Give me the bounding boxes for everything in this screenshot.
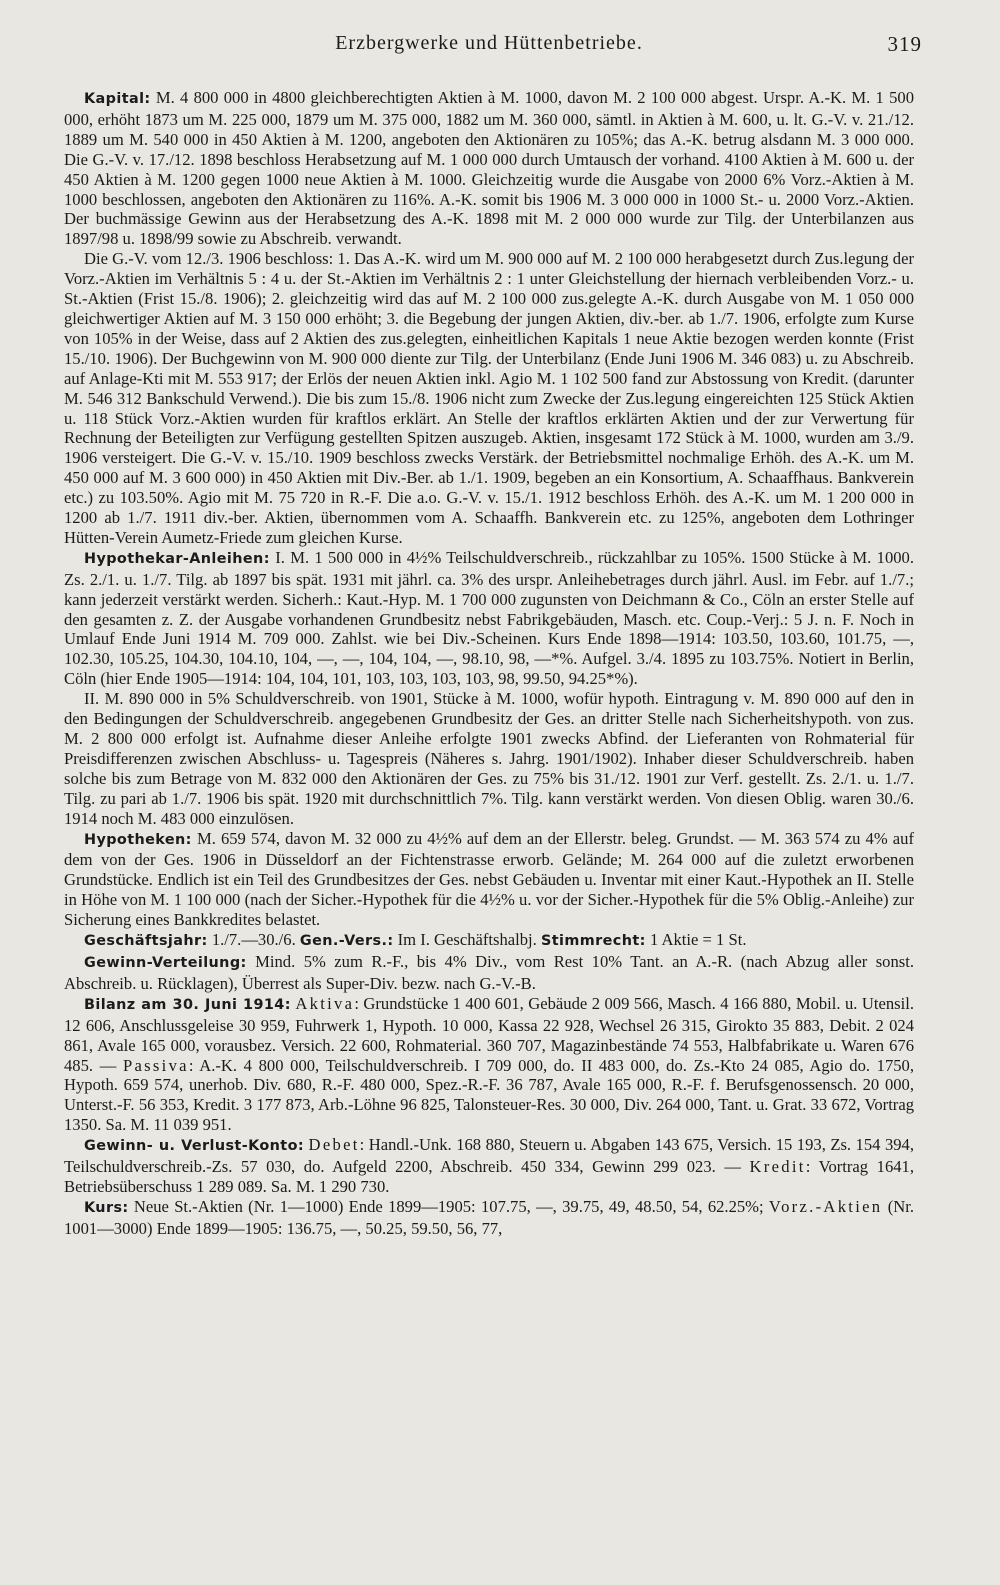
gewinn-verteilung-label: Gewinn-Verteilung:	[84, 954, 247, 971]
kapital-text: M. 4 800 000 in 4800 gleichberechtigten Aktien à M. 1000, davon M. 2 100 000 abgest. Urspr. A.-K. M. 1 500 000, erhöht 1873 um M. 225 000, 1879 um M. 375 000, 1882 um M. 360 000, sämtl. in Aktien à M. 600, u. lt. G.-V. v. 21./12. 1889 um M. 540 000 in 450 Aktien à M. 1200, angeboten den Aktionären zu 105%; das A.-K. betrug alsdann M. 3 000 000. Die G.-V. v. 17./12. 1898 beschloss Herabsetzung auf M. 1 000 000 durch Umtausch der vorhand. 4100 Aktien à M. 600 u. der 450 Aktien à M. 1200 gegen 1000 neue Aktien à M. 1000. Gleichzeitig wurde die Ausgabe von 2000 6% Vorz.-Aktien à M. 1000 beschlossen, angeboten den Aktionären zu 116%. A.-K. somit bis 1906 M. 3 000 000 in 1000 St.- u. 2000 Vorz.-Aktien. Der buchmässige Gewinn aus der Herabsetzung des A.-K. 1898 mit M. 2 000 000 wurde zur Tilg. der Unterbilanzen aus 1897/98 u. 1898/99 sowie zu Abschreib. verwandt.	[64, 88, 915, 249]
hypothekar-anleihen-section	[64, 548, 914, 689]
gewinn-verteilung-text: Mind. 5% zum R.-F., bis 4% Div., vom Rest 10% Tant. an A.-R. (nach Abzug aller sonst. Abschreib. u. Rücklagen), Überrest als Super-Div. bezw. nach G.-V.-B.	[64, 951, 914, 993]
passiva-word: Passiva	[122, 1055, 189, 1075]
hypotheken-text: M. 659 574, davon M. 32 000 zu 4½% auf dem an der Ellerstr. beleg. Grundst. — M. 363 574 zu 4% auf dem von der Ges. 1906 in Düsseldorf an der Fichtenstrasse erworb. Gelände; M. 264 000 auf die zuletzt erworbenen Grundstücke. Endlich ist ein Teil des Grundbesitzes der Ges. nebst Gebäuden u. Inventar mit einer Kaut.-Hypothek an II. Stelle in Höhe von M. 1 100 000 (nach der Sicher.-Hypothek für die 4½% u. vor der Sicher.-Hypothek für die 5% Oblig.-Anleihe) zur Sicherung eines Bankkredites belastet.	[64, 828, 914, 930]
kapital-section	[64, 88, 914, 249]
geschaeftsjahr-text: 1./7.—30./6.	[211, 930, 296, 950]
kapital-label: Kapital:	[84, 91, 151, 107]
debet-text: : Handl.-Unk. 168 880, Steuern u. Abgaben 143 675, Versich. 15 193, Zs. 154 394, Teilschuldverschreib.-Zs. 57 030, do. Aufgeld 2200, Abschreib. 450 334, Gewinn 299 023. —	[64, 1135, 914, 1177]
kurs-text: Neue St.-Aktien (Nr. 1—1000) Ende 1899—1905: 107.75, —, 39.75, 49, 48.50, 54, 62.25%;	[133, 1196, 764, 1216]
vorz-aktien-word: Vorz.-Aktien	[768, 1196, 883, 1216]
passiva-text: : A.-K. 4 800 000, Teilschuldverschreib. I 709 000, do. II 483 000, do. Zs.-Kto 24 085, Agio do. 1750, Hypoth. 659 574, unerhob. Div. 680, R.-F. 480 000, Spez.-R.-F. 36 787, Avale 165 000, R.-F. f. Berufsgenossensch. 20 000, Unterst.-F. 56 353, Kredit. 3 177 873, Arb.-Löhne 96 825, Talonsteuer-Res. 30 000, Div. 264 000, Tant. u. Grat. 33 672, Vortrag 1350. Sa. M. 11 039 951.	[64, 1055, 915, 1135]
running-header	[64, 26, 922, 70]
kredit-text: : Vortrag 1641, Betriebsüberschuss 1 289 089. Sa. M. 1 290 730.	[64, 1157, 914, 1196]
bilanz-label: Bilanz am 30. Juni 1914:	[84, 996, 291, 1013]
geschaeftsjahr-section	[64, 930, 914, 952]
bilanz-section	[64, 994, 914, 1135]
kredit-word: Kredit	[749, 1157, 806, 1177]
body-text	[64, 88, 914, 1239]
geschaeftsjahr-label: Geschäftsjahr:	[84, 933, 208, 950]
hypothekar-anleihen-text-2: II. M. 890 000 in 5% Schuldverschreib. von 1901, Stücke à M. 1000, wofür hypoth. Eintragung v. M. 890 000 auf den in den Bedingungen der Schuldverschreib. angegebenen Grundbesitz der Ges. an dritter Stelle nach Sicherheitshypoth. von zus. M. 2 800 000 erfolgt ist. Aufnahme dieser Anleihe erfolgte 1901 zwecks Abfind. der Lieferanten von Rohmaterial für Preisdifferenzen zwischen Abschluss- u. Tagespreis (Näheres s. Jahrg. 1901/1902). Inhaber dieser Schuldverschreib. haben solche bis zum Betrage von M. 832 000 den Aktionären der Ges. zu 75% bis 31./12. 1901 zur Verf. gestellt. Zs. 2./1. u. 1./7. Tilg. zu pari ab 1./7. 1906 bis spät. 1920 mit durchschnittlich 7%. Tilg. kann verstärkt werden. Von diesen Oblig. waren 30./6. 1914 noch M. 483 000 einzulösen.	[64, 689, 914, 828]
kurs-label: Kurs:	[84, 1199, 129, 1216]
kapital-text-2: Die G.-V. vom 12./3. 1906 beschloss: 1. Das A.-K. wird um M. 900 000 auf M. 2 100 000 herabgesetzt durch Zus.legung der Vorz.-Aktien im Verhältnis 5 : 4 u. der St.-Aktien im Verhältnis 2 : 1 unter Gleichstellung der hiernach verbleibenden Vorz.- u. St.-Aktien (Frist 15./8. 1906); 2. gleichzeitig wird das auf M. 2 100 000 zus.gelegte A.-K. durch Ausgabe von M. 1 050 000 gleichwertiger Aktien auf M. 3 150 000 erhöht; 3. die Begebung der jungen Aktien, div.-ber. ab 1./7. 1906, erfolgte zum Kurse von 105% in der Weise, dass auf 2 Aktien des zus.gelegten, einheitlichen Kapitals 1 neue Aktie bezogen werden konnte (Frist 15./10. 1906). Der Buchgewinn von M. 900 000 diente zur Tilg. der Unterbilanz (Ende Juni 1906 M. 346 083) u. zu Abschreib. auf Anlage-Kti mit M. 553 917; der Erlös der neuen Aktien inkl. Agio M. 1 102 500 fand zur Abstossung von Kredit. (darunter M. 546 312 Bankschuld Verwend.). Die bis zum 15./8. 1906 nicht zum Zwecke der Zus.legung eingereichten 125 Stück Aktien u. 118 Stück Vorz.-Aktien wurden für kraftlos erklärt. An Stelle der kraftlos erklärten Aktien und der zur Verwertung für Rechnung der Beteiligten zur Verfügung gestellten Spitzen auszugeb. Aktien, insgesamt 172 Stück à M. 1000, wurden am 3./9. 1906 versteigert. Die G.-V. v. 15./10. 1909 beschloss zwecks Verstärk. der Betriebsmittel nochmalige Erhöh. des A.-K. um M. 450 000 auf M. 3 600 000) in 450 Aktien mit Div.-Ber. ab 1./1. 1909, begeben an ein Konsortium, A. Schaaffhaus. Bankverein etc.) zu 103.50%. Agio mit M. 75 720 in R.-F. Die a.o. G.-V. v. 15./1. 1912 beschloss Erhöh. des A.-K. um M. 1 200 000 in 1200 ab 1./7. 1911 div.-ber. Aktien, übernommen vom A. Schaaffh. Bankverein etc. zu 125%, angeboten dem Lothringer Hütten-Verein Aumetz-Friede zum gleichen Kurse.	[64, 249, 914, 547]
kurs-section	[64, 1197, 914, 1239]
debet-word: Debet	[308, 1135, 360, 1155]
gewinn-verlust-section	[64, 1135, 914, 1197]
stimmrecht-label: Stimmrecht:	[540, 933, 646, 950]
kapital-continuation	[64, 249, 914, 548]
gewinn-verlust-label: Gewinn- u. Verlust-Konto:	[84, 1138, 305, 1155]
vorz-aktien-text: (Nr. 1001—3000) Ende 1899—1905: 136.75, —, 50.25, 59.50, 56, 77,	[64, 1196, 914, 1238]
gewinn-verteilung-section	[64, 952, 914, 994]
page-number: 319	[887, 32, 922, 56]
aktiva-word: Aktiva	[295, 993, 355, 1013]
aktiva-text: : Grundstücke 1 400 601, Gebäude 2 009 566, Masch. 4 166 880, Mobil. u. Utensil. 12 606, Anschlussgeleise 30 959, Fuhrwerk 1, Hypoth. 10 000, Kassa 22 928, Wechsel 26 315, Girokto 35 883, Debit. 2 024 861, Avale 165 000, vorausbez. Versich. 22 600, Rohmaterial. 360 707, Magazinbestände 74 553, Halbfabrikate u. Waren 676 485. —	[64, 993, 914, 1075]
hypotheken-label: Hypotheken:	[84, 831, 192, 848]
gen-vers-label: Gen.-Vers.:	[299, 933, 394, 950]
running-title: Erzbergwerke und Hüttenbetriebe.	[335, 32, 643, 54]
hypothekar-anleihen-label: Hypothekar-Anleihen:	[84, 550, 270, 567]
stimmrecht-text: 1 Aktie = 1 St.	[649, 930, 747, 950]
hypothekar-anleihen-text: I. M. 1 500 000 in 4½% Teilschuldverschreib., rückzahlbar zu 105%. 1500 Stücke à M. 1000. Zs. 2./1. u. 1./7. Tilg. ab 1897 bis spät. 1931 mit jährl. ca. 3% des urspr. Anleihebetrages durch jährl. Ausl. im Febr. auf 1./7.; kann jederzeit verstärkt werden. Sicherh.: Kaut.-Hyp. M. 1 700 000 zugunsten von Deichmann & Co., Cöln an erster Stelle auf den gesamten z. Z. der Ausgabe vorhandenen Grundbesitz nebst Fabrikgebäuden, Masch. etc. Coup.-Verj.: 5 J. n. F. Noch in Umlauf Ende Juni 1914 M. 709 000. Zahlst. wie bei Div.-Scheinen. Kurs Ende 1898—1914: 103.50, 103.60, 101.75, —, 102.30, 105.25, 104.30, 104.10, 104, —, —, 104, 104, —, 98.10, 98, —*%. Aufgel. 3./4. 1895 zu 103.75%. Notiert in Berlin, Cöln (hier Ende 1905—1914: 104, 104, 101, 103, 103, 103, 103, 98, 99.50, 94.25*%).	[64, 547, 914, 689]
hypothekar-anleihen-ii	[64, 689, 914, 828]
hypotheken-section	[64, 829, 914, 931]
gen-vers-text: Im I. Geschäftshalbj.	[397, 930, 537, 950]
